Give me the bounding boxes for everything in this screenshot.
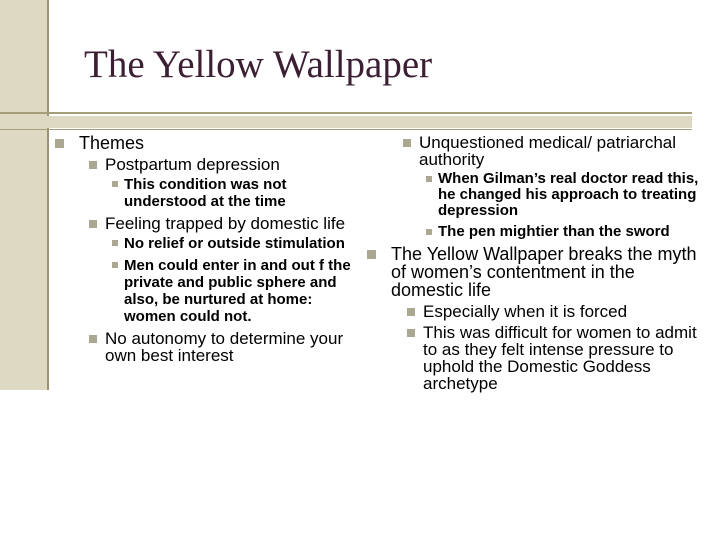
bullet-text: Unquestioned medical/ patriarchal authority xyxy=(419,133,677,169)
bullet-men-enter xyxy=(105,257,358,325)
slide-title: The Yellow Wallpaper xyxy=(84,43,433,86)
bullet-text: Feeling trapped by domestic life xyxy=(105,214,346,233)
square-bullet-icon xyxy=(407,308,415,316)
square-bullet-icon xyxy=(367,250,376,259)
title-divider xyxy=(0,112,692,114)
bullet-text: No autonomy to determine your own best interest xyxy=(105,329,344,365)
bullet-text: Postpartum depression xyxy=(105,155,280,174)
square-bullet-icon xyxy=(55,139,64,148)
square-bullet-icon xyxy=(426,176,432,182)
bullet-unquestioned xyxy=(393,134,699,240)
bullet-text: When Gilman’s real doctor read this, he changed his approach to treating depression xyxy=(438,170,699,219)
bullet-text: Especially when it is forced xyxy=(423,302,628,321)
square-bullet-icon xyxy=(112,181,118,187)
decorative-side-bar xyxy=(0,0,47,390)
bullet-text: The Yellow Wallpaper breaks the myth of women’s contentment in the domestic life xyxy=(391,244,697,300)
bullet-trapped xyxy=(79,215,358,325)
bullet-breaks-myth xyxy=(364,245,699,392)
bullet-text: No relief or outside stimulation xyxy=(124,235,345,252)
square-bullet-icon xyxy=(426,229,432,235)
bullet-text: Men could enter in and out f the private and public sphere and also, be nurtured at home: women could not. xyxy=(124,257,351,325)
square-bullet-icon xyxy=(112,262,118,268)
square-bullet-icon xyxy=(89,220,97,228)
square-bullet-icon xyxy=(403,139,411,147)
square-bullet-icon xyxy=(89,335,97,343)
bullet-text: This was difficult for women to admit to as they felt intense pressure to uphold the Domestic Goddess archetype xyxy=(423,323,697,393)
bullet-no-autonomy xyxy=(79,330,358,364)
square-bullet-icon xyxy=(407,329,415,337)
bullet-text: This condition was not understood at the time xyxy=(124,176,287,210)
bullet-condition xyxy=(105,176,358,210)
title-divider-band xyxy=(0,116,692,128)
square-bullet-icon xyxy=(89,161,97,169)
left-content-column xyxy=(52,134,358,368)
bullet-text: Themes xyxy=(79,133,145,153)
title-divider-thin xyxy=(0,129,692,130)
bullet-themes xyxy=(52,134,358,364)
bullet-text: The pen mightier than the sword xyxy=(438,223,670,240)
bullet-forced xyxy=(397,303,699,320)
bullet-pen xyxy=(419,224,699,240)
bullet-difficult xyxy=(397,324,699,392)
square-bullet-icon xyxy=(112,240,118,246)
decorative-side-line xyxy=(47,0,49,390)
bullet-gilman xyxy=(419,171,699,219)
bullet-no-relief xyxy=(105,235,358,252)
right-content-column xyxy=(364,134,699,396)
bullet-postpartum xyxy=(79,156,358,210)
